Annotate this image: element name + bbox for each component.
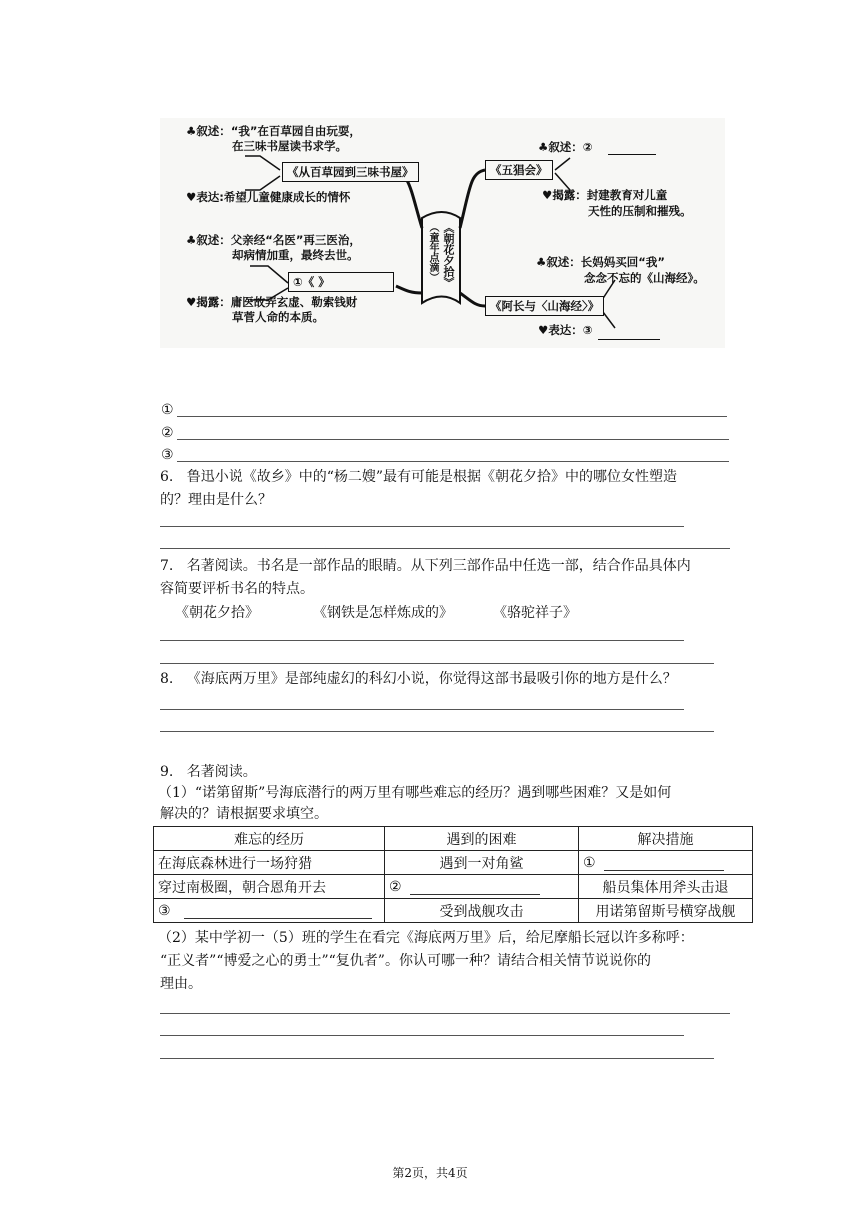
rb-express: ♥表达：③ <box>538 323 593 337</box>
box-achang: 《阿长与〈山海经〉》 <box>485 296 604 316</box>
table-cell: 船员集体用斧头击退 <box>579 875 753 899</box>
spade-icon: ♣ <box>538 140 549 154</box>
lb-narrate-line1: ♣叙述：父亲经“名医”再三医治， <box>186 233 361 247</box>
rb-narrate-line1: ♣叙述：长妈妈买回“我” <box>536 255 665 269</box>
spade-icon: ♣ <box>186 124 197 138</box>
q6-answer-line-2[interactable] <box>160 548 730 549</box>
q8-answer-line-1[interactable] <box>160 709 684 710</box>
table-cell-blank[interactable] <box>385 875 579 899</box>
lb-reveal-line1: ♥揭露：庸医故弄玄虚、勒索钱财 <box>186 295 358 309</box>
q7-answer-line-1[interactable] <box>160 640 684 641</box>
rt-reveal-line2: 天性的压制和摧残。 <box>588 204 692 218</box>
blank-mark: ② <box>389 878 402 895</box>
table-cell-blank[interactable] <box>579 851 753 875</box>
heart-icon: ♥ <box>542 188 553 202</box>
q8-line1 <box>160 669 677 689</box>
q7-line2: 容简要评析书名的特点。 <box>160 581 314 597</box>
table-row <box>154 875 753 899</box>
answer-line-3[interactable] <box>177 461 729 462</box>
answer-line-1[interactable] <box>177 416 727 417</box>
blank-mark: ① <box>583 854 596 871</box>
q9-answer-line-3[interactable] <box>160 1058 714 1059</box>
heart-icon: ♥ <box>186 190 197 204</box>
lt-narrate-line2: 在三味书屋读书求学。 <box>232 139 347 153</box>
table-cell-blank[interactable] <box>154 899 385 923</box>
table-header-row <box>154 827 753 851</box>
lb-reveal-line2: 草菅人命的本质。 <box>232 310 324 324</box>
box-wuchanghui: 《五猖会》 <box>485 160 553 180</box>
q7-book-3: 《骆驼祥子》 <box>493 605 577 621</box>
q9-number: 9. <box>160 764 174 780</box>
q6-text-1: 鲁迅小说《故乡》中的“杨二嫂”最有可能是根据《朝花夕拾》中的哪位女性塑造 <box>186 469 678 485</box>
heart-icon: ♥ <box>186 295 197 309</box>
q7-text-1: 名著阅读。书名是一部作品的眼睛。从下列三部作品中任选一部，结合作品具体内 <box>186 558 691 574</box>
rt-narrate-blank <box>608 154 656 155</box>
heart-icon: ♥ <box>538 323 549 337</box>
answer-mark-2: ② <box>161 425 174 441</box>
book-title: 《朝花夕拾》 <box>442 222 455 288</box>
q7-line1 <box>160 556 691 576</box>
q9-p2-line2: “正义者”“博爱之心的勇士”“复仇者”。你认可哪一种？请结合相关情节说说你的 <box>160 953 651 969</box>
q6-line2: 的？理由是什么？ <box>160 492 272 508</box>
q7-book-1: 《朝花夕拾》 <box>175 605 259 621</box>
fill-blank[interactable] <box>410 880 540 895</box>
spade-icon: ♣ <box>536 255 547 269</box>
table-cell: 受到战舰攻击 <box>385 899 579 923</box>
table-row <box>154 899 753 923</box>
table-cell: 在海底森林进行一场狩猎 <box>154 851 385 875</box>
q9-p1-line2: 解决的？请根据要求填空。 <box>160 806 328 822</box>
answer-line-2[interactable] <box>177 439 729 440</box>
page-footer: 第2页，共4页 <box>392 1166 468 1180</box>
q8-answer-line-2[interactable] <box>160 731 714 732</box>
q8-number: 8. <box>160 671 174 687</box>
table-cell: 穿过南极圈，朝合恩角开去 <box>154 875 385 899</box>
q9-answer-line-1[interactable] <box>160 1013 730 1014</box>
box-blank-1: ①《 》 <box>288 272 394 292</box>
q6-number: 6. <box>160 469 174 485</box>
q7-number: 7. <box>160 558 174 574</box>
q9-p1-line1: （1）“诺第留斯”号海底潜行的两万里有哪些难忘的经历？遇到哪些困难？又是如何 <box>158 785 672 801</box>
q9-title <box>160 762 257 782</box>
table-header: 难忘的经历 <box>154 827 385 851</box>
table-header: 解决措施 <box>579 827 753 851</box>
q9-answer-line-2[interactable] <box>160 1035 684 1036</box>
answer-mark-1: ① <box>161 402 174 418</box>
table-cell: 遇到一对角鲨 <box>385 851 579 875</box>
lb-narrate-line2: 却病情加重，最终去世。 <box>232 248 359 262</box>
rt-narrate: ♣叙述：② <box>538 140 593 154</box>
q6-line1 <box>160 467 677 487</box>
table-header: 遇到的困难 <box>385 827 579 851</box>
mind-map-figure <box>160 118 725 348</box>
spade-icon: ♣ <box>186 233 197 247</box>
q9-p2-line1: （2）某中学初一（5）班的学生在看完《海底两万里》后，给尼摩船长冠以许多称呼： <box>158 930 694 946</box>
q9-p2-line3: 理由。 <box>160 976 202 992</box>
answer-mark-3: ③ <box>161 447 174 463</box>
q6-answer-line-1[interactable] <box>160 526 684 527</box>
box-baicaoyuan: 《从百草园到三味书屋》 <box>282 162 419 182</box>
rt-reveal-line1: ♥揭露：封建教育对儿童 <box>542 188 668 202</box>
rb-narrate-line2: 念念不忘的《山海经》。 <box>584 271 705 285</box>
q7-book-2: 《钢铁是怎样炼成的》 <box>313 605 453 621</box>
experience-table <box>153 826 753 923</box>
fill-blank[interactable] <box>184 904 372 919</box>
q7-answer-line-2[interactable] <box>160 663 714 664</box>
lt-express: ♥表达:希望儿童健康成长的情怀 <box>186 190 351 204</box>
table-row <box>154 851 753 875</box>
fill-blank[interactable] <box>604 856 724 871</box>
lt-narrate-line1: ♣叙述：“我”在百草园自由玩耍， <box>186 124 361 138</box>
book-subtitle: （童年点滴） <box>427 222 438 282</box>
q9-title-text: 名著阅读。 <box>186 764 257 780</box>
table-cell: 用诺第留斯号横穿战舰 <box>579 899 753 923</box>
rb-express-blank <box>598 339 660 340</box>
blank-mark: ③ <box>158 902 171 919</box>
q8-text-1: 《海底两万里》是部纯虚幻的科幻小说，你觉得这部书最吸引你的地方是什么？ <box>186 671 677 687</box>
